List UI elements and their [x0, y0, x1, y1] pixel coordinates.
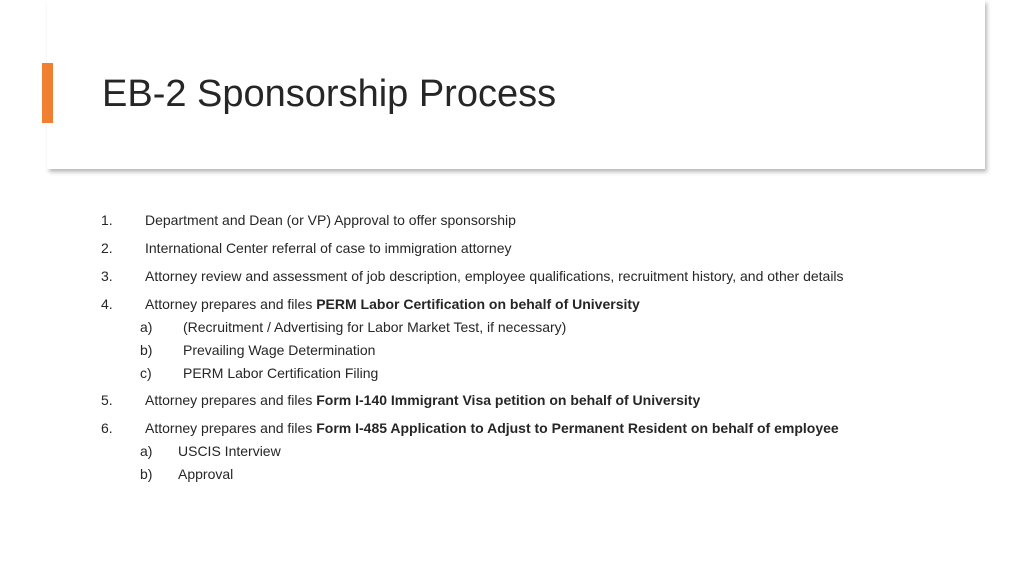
step-text: Attorney review and assessment of job description, employee qualifications, recruitment history, and other details: [145, 268, 844, 284]
step-number: 3.: [101, 268, 113, 284]
step-number: 1.: [101, 212, 113, 228]
sub-step-letter: a): [140, 443, 153, 459]
sub-step-letter: c): [140, 365, 152, 381]
sub-step-text: Approval: [178, 466, 234, 482]
step-text-plain: Attorney prepares and files: [145, 296, 317, 312]
step-text: Department and Dean (or VP) Approval to offer sponsorship: [145, 212, 516, 228]
sub-step-text: USCIS Interview: [178, 443, 281, 459]
sub-step-text: Prevailing Wage Determination: [183, 342, 376, 358]
step-text-bold: PERM Labor Certification on behalf of University: [316, 296, 640, 312]
step-text: [145, 295, 640, 313]
step-number: 6.: [101, 420, 113, 436]
sub-step-letter: a): [140, 319, 153, 335]
step-text: [145, 391, 700, 409]
step-number: 4.: [101, 296, 113, 312]
sub-step-text: PERM Labor Certification Filing: [183, 365, 379, 381]
step-number: 2.: [101, 240, 113, 256]
step-text-bold: Form I-140 Immigrant Visa petition on behalf of University: [316, 392, 701, 408]
step-text-bold: Form I-485 Application to Adjust to Permanent Resident on behalf of employee: [316, 420, 839, 436]
step-text-plain: Attorney prepares and files: [145, 420, 317, 436]
step-number: 5.: [101, 392, 113, 408]
step-text: International Center referral of case to immigration attorney: [145, 240, 512, 256]
sub-step-text: (Recruitment / Advertising for Labor Market Test, if necessary): [183, 319, 567, 335]
step-text-plain: Attorney prepares and files: [145, 392, 317, 408]
sub-step-letter: b): [140, 466, 153, 482]
sub-step-letter: b): [140, 342, 153, 358]
slide-title: EB-2 Sponsorship Process: [102, 73, 557, 115]
step-text: [145, 419, 839, 437]
